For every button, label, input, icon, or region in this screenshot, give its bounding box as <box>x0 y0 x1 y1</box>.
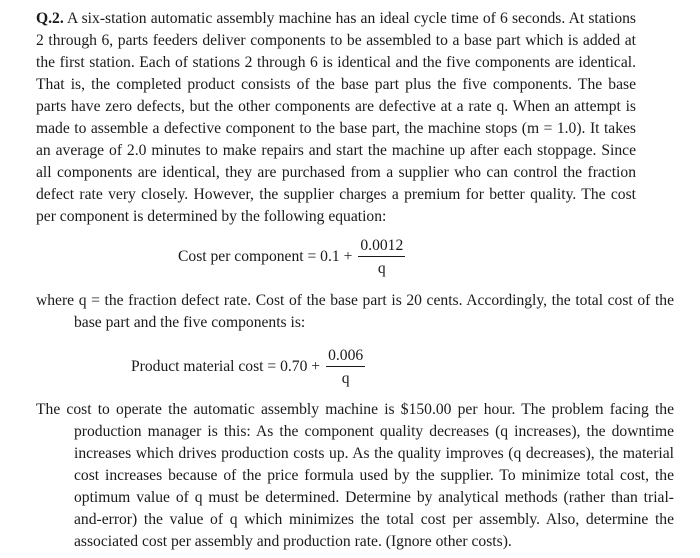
material-cost-numerator: 0.006 <box>326 346 365 367</box>
component-cost-lhs: Cost per component = 0.1 + <box>178 248 353 265</box>
material-cost-lhs: Product material cost = 0.70 + <box>131 358 321 375</box>
intro-text: A six-station automatic assembly machine has an ideal cycle time of 6 seconds. At stations 2 through 6, parts feeders deliver components to be assembled to a base part which is added at the first station. Each of stations 2 through 6 is identical and the five components are identical. That is, the completed product consists of the base part plus the five components. The base parts have zero defects, but the other components are defective at a rate q. When an attempt is made to assemble a defective component to the base part, the machine stops (m = 1.0). It takes an average of 2.0 minutes to make repairs and start the machine up after each stoppage. Since all components are identical, they are purchased from a supplier who can control the fraction defect rate very closely. However, the supplier charges a premium for better quality. The cost per component is determined by the following equation: <box>36 10 636 225</box>
material-cost-equation <box>131 346 365 388</box>
material-cost-fraction <box>326 346 365 388</box>
component-cost-equation <box>178 236 405 278</box>
material-cost-denominator: q <box>341 370 350 387</box>
base-part-paragraph: where q = the fraction defect rate. Cost of the base part is 20 cents. Accordingly, the total cost of the base part and the five components is: <box>36 292 674 331</box>
component-cost-numerator: 0.0012 <box>358 236 405 257</box>
component-cost-denominator: q <box>377 260 386 277</box>
intro-paragraph <box>36 8 636 228</box>
component-cost-fraction <box>358 236 405 278</box>
question-number: Q.2. <box>36 10 64 27</box>
closing-paragraph: The cost to operate the automatic assembly machine is $150.00 per hour. The problem facing the production manager is this: As the component quality decreases (q increases), the downtime increases which drives production costs up. As the quality improves (q decreases), the material cost increases because of the price formula used by the supplier. To minimize total cost, the optimum value of q must be determined. Determine by analytical methods (rather than trial-and-error) the value of q which minimizes the total cost per assembly. Also, determine the associated cost per assembly and production rate. (Ignore other costs). <box>36 401 674 550</box>
